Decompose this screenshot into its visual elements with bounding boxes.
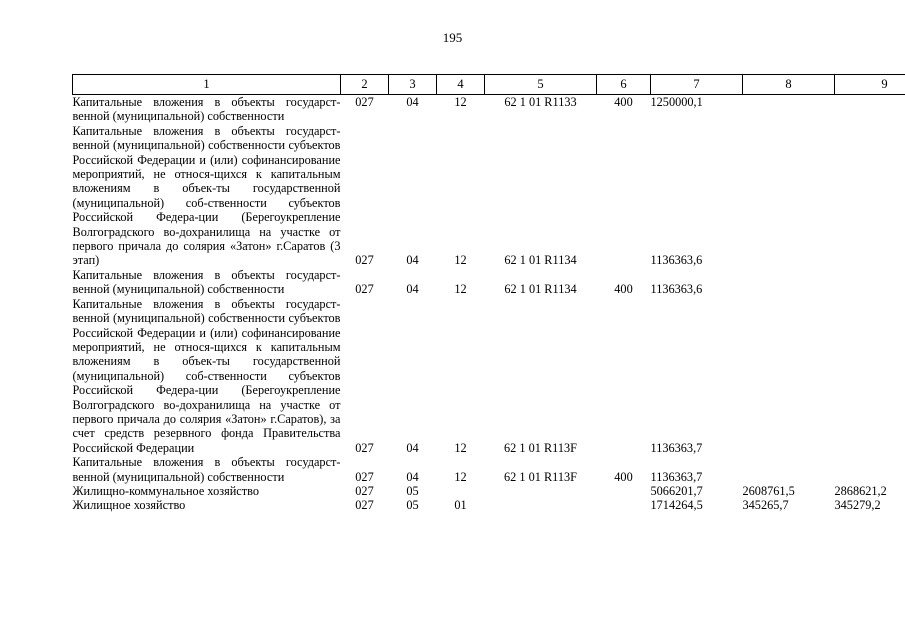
row-col7: 1136363,6 bbox=[650, 282, 703, 297]
row-col8 bbox=[743, 297, 835, 455]
row-col5 bbox=[485, 484, 597, 498]
row-col6: 400 bbox=[614, 95, 633, 109]
row-col4: 12 bbox=[454, 469, 467, 484]
row-col8: 2608761,5 bbox=[742, 483, 795, 498]
row-col9 bbox=[835, 95, 905, 124]
column-header-5: 5 bbox=[485, 75, 597, 95]
row-col2: 027 bbox=[355, 498, 374, 513]
row-col7: 1714264,5 bbox=[650, 498, 703, 513]
row-col5: 62 1 01 R113F bbox=[504, 440, 577, 455]
column-header-2: 2 bbox=[341, 75, 389, 95]
row-col7: 1250000,1 bbox=[650, 95, 703, 109]
row-name: Жилищно-коммунальное хозяйство bbox=[72, 483, 260, 498]
row-col5: 62 1 01 R113F bbox=[504, 469, 577, 484]
row-col3: 05 bbox=[406, 483, 419, 498]
row-col8 bbox=[743, 124, 835, 268]
row-col6 bbox=[597, 297, 651, 455]
row-col7: 1136363,7 bbox=[650, 469, 703, 484]
budget-table bbox=[72, 74, 905, 513]
table-row bbox=[73, 268, 905, 297]
row-name: Капитальные вложения в объекты государст-венной (муниципальной) собственности субъектов Российской Федерации и (или) софинансирование мероприятий, не относя-щихся к капитальным вложениям в объек-ты государственной (муниципальной) соб-ственности субъектов Российской Федера-ции (Берегоукрепление Волгоградского во-дохранилища на участке от первого причала до солярия «Затон» г.Саратов (3 этап) bbox=[72, 123, 341, 268]
column-header-7: 7 bbox=[651, 75, 743, 95]
row-col9: 345279,2 bbox=[834, 498, 881, 513]
table-row bbox=[73, 95, 905, 124]
row-col9 bbox=[835, 297, 905, 455]
row-col3: 05 bbox=[406, 498, 419, 513]
row-col5: 62 1 01 R1133 bbox=[504, 95, 577, 109]
row-col4: 12 bbox=[454, 95, 467, 109]
row-col6: 400 bbox=[614, 469, 633, 484]
row-col9 bbox=[835, 455, 905, 484]
table-row bbox=[73, 124, 905, 268]
column-header-3: 3 bbox=[389, 75, 437, 95]
column-header-9: 9 bbox=[835, 75, 905, 95]
row-col8 bbox=[743, 455, 835, 484]
row-name: Жилищное хозяйство bbox=[72, 498, 186, 513]
row-col2: 027 bbox=[355, 95, 374, 109]
column-header-4: 4 bbox=[437, 75, 485, 95]
row-col3: 04 bbox=[406, 440, 419, 455]
row-col3: 04 bbox=[406, 282, 419, 297]
row-col5: 62 1 01 R1134 bbox=[504, 253, 577, 268]
column-header-6: 6 bbox=[597, 75, 651, 95]
page-number: 195 bbox=[442, 30, 463, 45]
row-col9 bbox=[835, 268, 905, 297]
table-row bbox=[73, 297, 905, 455]
row-col4: 12 bbox=[454, 440, 467, 455]
row-col5 bbox=[485, 498, 597, 512]
row-col7: 1136363,6 bbox=[650, 253, 703, 268]
row-col4: 12 bbox=[454, 253, 467, 268]
row-name: Капитальные вложения в объекты государст-венной (муниципальной) собственности bbox=[72, 455, 341, 484]
row-col8 bbox=[743, 268, 835, 297]
column-header-8: 8 bbox=[743, 75, 835, 95]
row-col2: 027 bbox=[355, 440, 374, 455]
row-col4 bbox=[437, 484, 485, 498]
row-col2: 027 bbox=[355, 469, 374, 484]
row-col3: 04 bbox=[406, 95, 419, 109]
table-row bbox=[73, 484, 905, 498]
row-col4: 01 bbox=[454, 498, 467, 513]
row-col6: 400 bbox=[614, 282, 633, 297]
row-col9: 2868621,2 bbox=[834, 483, 887, 498]
row-col9 bbox=[835, 124, 905, 268]
column-header-1: 1 bbox=[73, 75, 341, 95]
row-col6 bbox=[597, 498, 651, 512]
row-col2: 027 bbox=[355, 483, 374, 498]
table-row bbox=[73, 455, 905, 484]
budget-table-container bbox=[72, 74, 888, 513]
row-name: Капитальные вложения в объекты государст-венной (муниципальной) собственности bbox=[72, 267, 341, 297]
row-name: Капитальные вложения в объекты государст-венной (муниципальной) собственности субъектов Российской Федерации и (или) софинансирование мероприятий, не относя-щихся к капитальным вложениям в объек-ты государственной (муниципальной) соб-ственности субъектов Российской Федера-ции (Берегоукрепление Волгоградского во-дохранилища на участке от первого причала до солярия «Затон» г.Саратов), за счет средств резервного фонда Правительства Российской Федерации bbox=[72, 296, 341, 455]
row-col4: 12 bbox=[454, 282, 467, 297]
row-col7: 5066201,7 bbox=[650, 483, 703, 498]
row-col8 bbox=[743, 95, 835, 124]
row-col3: 04 bbox=[406, 469, 419, 484]
row-col5: 62 1 01 R1134 bbox=[504, 282, 577, 297]
row-col6 bbox=[597, 124, 651, 268]
table-row bbox=[73, 498, 905, 512]
row-col8: 345265,7 bbox=[742, 498, 789, 513]
row-col6 bbox=[597, 484, 651, 498]
table-header-row bbox=[73, 75, 905, 95]
row-col2: 027 bbox=[355, 253, 374, 268]
row-col3: 04 bbox=[406, 253, 419, 268]
row-col7: 1136363,7 bbox=[650, 440, 703, 455]
row-name: Капитальные вложения в объекты государст-венной (муниципальной) собственности bbox=[72, 95, 341, 124]
row-col2: 027 bbox=[355, 282, 374, 297]
